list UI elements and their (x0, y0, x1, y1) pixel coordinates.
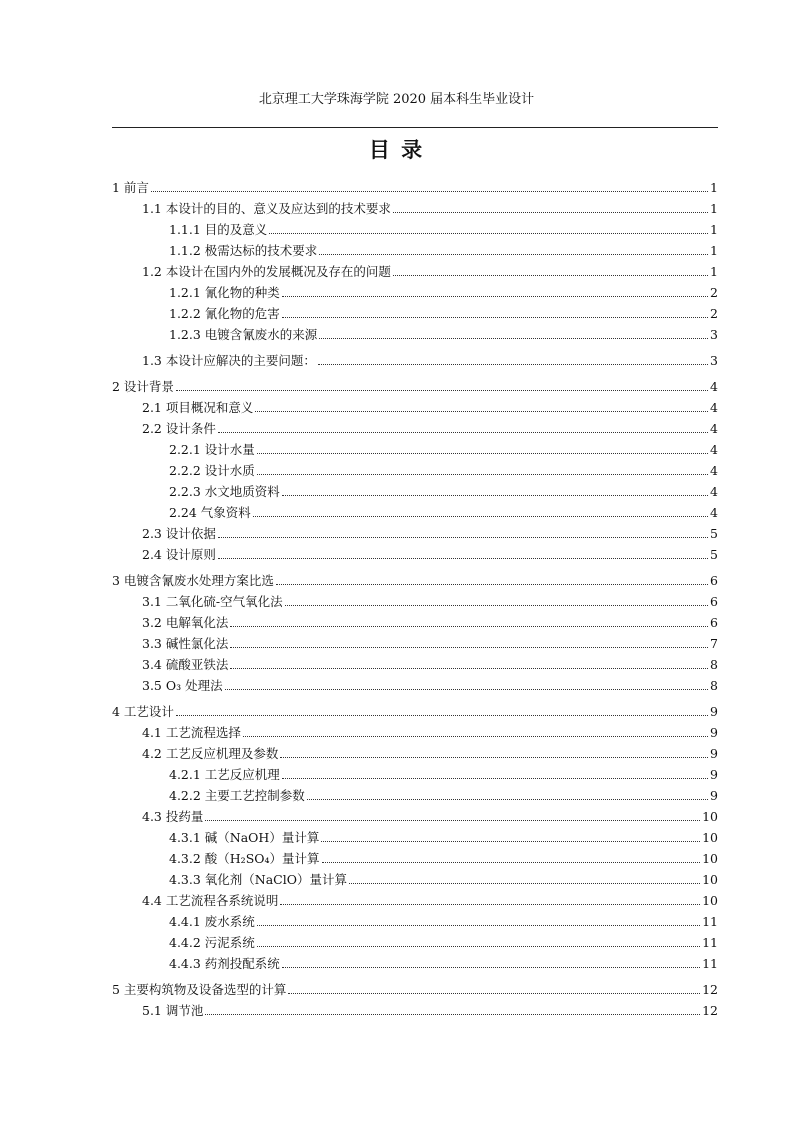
toc-entry-page-number: 6 (710, 594, 718, 609)
toc-entry[interactable] (142, 543, 718, 563)
toc-dot-leader (218, 432, 708, 433)
toc-entry-page-number: 1 (710, 222, 718, 237)
toc-entry-label: 1.1.1 目的及意义 (169, 222, 268, 237)
toc-entry-page-number: 12 (702, 982, 718, 997)
toc-entry-page-number: 8 (710, 678, 718, 693)
toc-entry-label: 1 前言 (112, 180, 149, 195)
toc-entry-page-number: 10 (702, 851, 718, 866)
toc-entry-label: 1.2.1 氰化物的种类 (169, 285, 280, 300)
toc-entry-label: 2.1 项目概况和意义 (142, 400, 254, 415)
toc-entry[interactable] (112, 700, 718, 720)
toc-entry-label: 2.3 设计依据 (142, 526, 216, 541)
toc-dot-leader (319, 338, 708, 339)
toc-entry-label: 2.2.1 设计水量 (169, 442, 255, 457)
toc-entry-label: 4.3.1 碱（NaOH）量计算 (169, 830, 320, 845)
toc-entry-page-number: 1 (710, 201, 718, 216)
toc-entry-label: 4.4.1 废水系统 (169, 914, 255, 929)
toc-entry-page-number: 4 (710, 505, 718, 520)
toc-entry-page-number: 1 (710, 180, 718, 195)
toc-entry-label: 2.2.3 水文地质资料 (169, 484, 280, 499)
toc-dot-leader (257, 946, 700, 947)
toc-dot-leader (349, 883, 700, 884)
toc-entry-label: 3.5 O₃ 处理法 (142, 678, 223, 693)
toc-dot-leader (282, 317, 708, 318)
toc-entry[interactable] (142, 197, 718, 217)
toc-dot-leader (288, 993, 700, 994)
toc-entry-page-number: 4 (710, 379, 718, 394)
toc-entry[interactable] (169, 847, 718, 867)
toc-title: 目 录 (368, 137, 425, 162)
page-header: 北京理工大学珠海学院 2020 届本科生毕业设计 (258, 92, 535, 107)
toc-entry-label: 4.4 工艺流程各系统说明 (142, 893, 279, 908)
toc-dot-leader (282, 967, 700, 968)
toc-entry-label: 3.1 二氧化硫-空气氧化法 (142, 594, 283, 609)
toc-entry[interactable] (142, 999, 718, 1019)
toc-entry[interactable] (169, 910, 718, 930)
toc-entry-page-number: 2 (710, 285, 718, 300)
toc-dot-leader (257, 925, 700, 926)
toc-entry[interactable] (142, 721, 718, 741)
toc-entry-label: 2.2 设计条件 (142, 421, 216, 436)
toc-dot-leader (276, 584, 708, 585)
toc-entry-label: 3.4 硫酸亚铁法 (142, 657, 229, 672)
toc-dot-leader (269, 233, 708, 234)
toc-dot-leader (282, 495, 708, 496)
toc-dot-leader (393, 275, 708, 276)
toc-dot-leader (205, 820, 700, 821)
toc-dot-leader (257, 453, 708, 454)
toc-dot-leader (319, 254, 708, 255)
toc-entry-page-number: 5 (710, 526, 718, 541)
toc-dot-leader (176, 715, 708, 716)
toc-entry[interactable] (112, 375, 718, 395)
toc-entry-page-number: 11 (702, 935, 718, 950)
toc-entry-page-number: 5 (710, 547, 718, 562)
toc-dot-leader (318, 364, 708, 365)
toc-entry[interactable] (142, 349, 718, 369)
toc-dot-leader (280, 904, 700, 905)
toc-entry-label: 4.3 投药量 (142, 809, 204, 824)
toc-entry-label: 2.2.2 设计水质 (169, 463, 255, 478)
toc-dot-leader (230, 626, 708, 627)
toc-entry-page-number: 9 (710, 767, 718, 782)
toc-dot-leader (205, 1014, 700, 1015)
toc-entry-label: 4.1 工艺流程选择 (142, 725, 241, 740)
toc-entry[interactable] (169, 931, 718, 951)
toc-dot-leader (176, 390, 708, 391)
toc-entry-page-number: 6 (710, 573, 718, 588)
toc-entry-page-number: 4 (710, 400, 718, 415)
toc-dot-leader (255, 411, 708, 412)
toc-dot-leader (257, 474, 708, 475)
toc-entry[interactable] (112, 569, 718, 589)
toc-entry[interactable] (169, 784, 718, 804)
toc-entry-label: 4 工艺设计 (112, 704, 174, 719)
toc-entry-label: 5 主要构筑物及设备选型的计算 (112, 982, 287, 997)
toc-dot-leader (230, 668, 708, 669)
toc-entry[interactable] (142, 522, 718, 542)
toc-entry[interactable] (112, 978, 718, 998)
toc-entry[interactable] (169, 239, 718, 259)
toc-dot-leader (218, 537, 708, 538)
toc-dot-leader (280, 757, 708, 758)
toc-entry[interactable] (142, 889, 718, 909)
toc-entry[interactable] (169, 459, 718, 479)
toc-entry-page-number: 3 (710, 353, 718, 368)
toc-entry-page-number: 10 (702, 809, 718, 824)
toc-entry-page-number: 9 (710, 725, 718, 740)
toc-entry-page-number: 12 (702, 1003, 718, 1018)
toc-entry[interactable] (169, 826, 718, 846)
toc-entry[interactable] (112, 176, 718, 196)
toc-dot-leader (230, 647, 708, 648)
toc-entry[interactable] (142, 260, 718, 280)
toc-entry[interactable] (169, 323, 718, 343)
toc-entry-label: 2.24 气象资料 (169, 505, 251, 520)
toc-entry-label: 4.2.2 主要工艺控制参数 (169, 788, 305, 803)
header-divider (112, 127, 718, 128)
toc-entry[interactable] (169, 952, 718, 972)
toc-dot-leader (321, 841, 700, 842)
toc-dot-leader (253, 516, 708, 517)
toc-entry-label: 4.2.1 工艺反应机理 (169, 767, 280, 782)
toc-entry[interactable] (142, 590, 718, 610)
toc-entry[interactable] (142, 417, 718, 437)
toc-entry-page-number: 7 (710, 636, 718, 651)
toc-entry-page-number: 6 (710, 615, 718, 630)
toc-entry-label: 3.2 电解氧化法 (142, 615, 229, 630)
toc-dot-leader (151, 191, 708, 192)
toc-entry[interactable] (142, 674, 718, 694)
toc-entry-label: 1.1.2 极需达标的技术要求 (169, 243, 318, 258)
toc-entry-page-number: 9 (710, 746, 718, 761)
toc-entry-page-number: 4 (710, 421, 718, 436)
toc-dot-leader (307, 799, 708, 800)
toc-entry-label: 3 电镀含氰废水处理方案比选 (112, 573, 274, 588)
toc-dot-leader (393, 212, 708, 213)
toc-entry[interactable] (169, 501, 718, 521)
toc-entry-page-number: 4 (710, 463, 718, 478)
toc-entry-label: 2.4 设计原则 (142, 547, 216, 562)
toc-entry-label: 3.3 碱性氯化法 (142, 636, 229, 651)
toc-entry[interactable] (169, 281, 718, 301)
toc-entry-label: 4.3.2 酸（H₂SO₄）量计算 (169, 851, 320, 866)
toc-entry-page-number: 9 (710, 788, 718, 803)
toc-entry-label: 1.2.3 电镀含氰废水的来源 (169, 327, 318, 342)
toc-entry-page-number: 1 (710, 243, 718, 258)
toc-entry-page-number: 10 (702, 872, 718, 887)
toc-entry-label: 4.2 工艺反应机理及参数 (142, 746, 279, 761)
toc-entry[interactable] (169, 480, 718, 500)
toc-dot-leader (225, 689, 708, 690)
toc-entry[interactable] (142, 611, 718, 631)
toc-entry[interactable] (169, 868, 718, 888)
toc-entry-page-number: 10 (702, 893, 718, 908)
toc-entry-page-number: 10 (702, 830, 718, 845)
toc-dot-leader (285, 605, 708, 606)
toc-entry-label: 1.1 本设计的目的、意义及应达到的技术要求 (142, 201, 391, 216)
toc-entry-label: 4.3.3 氧化剂（NaClO）量计算 (169, 872, 347, 887)
toc-entry[interactable] (169, 218, 718, 238)
toc-dot-leader (218, 558, 708, 559)
toc-entry[interactable] (142, 396, 718, 416)
toc-entry-page-number: 4 (710, 484, 718, 499)
toc-entry-page-number: 2 (710, 306, 718, 321)
toc-entry[interactable] (169, 438, 718, 458)
toc-entry-page-number: 4 (710, 442, 718, 457)
toc-dot-leader (243, 736, 708, 737)
toc-entry[interactable] (169, 763, 718, 783)
toc-entry-page-number: 8 (710, 657, 718, 672)
toc-entry-label: 2 设计背景 (112, 379, 174, 394)
toc-entry-label: 1.3 本设计应解决的主要问题： (142, 353, 316, 368)
toc-entry-page-number: 3 (710, 327, 718, 342)
toc-entry-page-number: 9 (710, 704, 718, 719)
toc-entry[interactable] (142, 742, 718, 762)
toc-entry-page-number: 1 (710, 264, 718, 279)
toc-entry-label: 1.2.2 氰化物的危害 (169, 306, 280, 321)
toc-entry-label: 4.4.2 污泥系统 (169, 935, 255, 950)
toc-dot-leader (282, 296, 708, 297)
toc-entry-page-number: 11 (702, 914, 718, 929)
toc-entry[interactable] (142, 653, 718, 673)
toc-entry-label: 4.4.3 药剂投配系统 (169, 956, 280, 971)
toc-dot-leader (322, 862, 701, 863)
toc-entry[interactable] (142, 805, 718, 825)
toc-entry[interactable] (142, 632, 718, 652)
toc-entry[interactable] (169, 302, 718, 322)
toc-entry-page-number: 11 (702, 956, 718, 971)
toc-dot-leader (282, 778, 708, 779)
toc-entry-label: 1.2 本设计在国内外的发展概况及存在的问题 (142, 264, 391, 279)
toc-entry-label: 5.1 调节池 (142, 1003, 204, 1018)
